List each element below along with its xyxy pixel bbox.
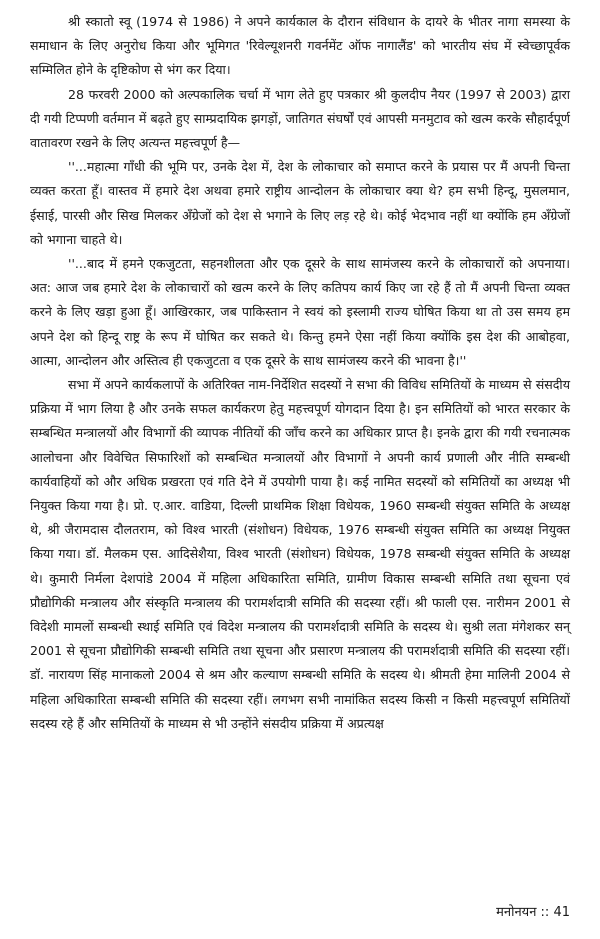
page-footer-running-head: मनोनयन :: 41 (496, 905, 570, 920)
paragraph-committees: सभा में अपने कार्यकलापों के अतिरिक्त नाम-निर्देशित सदस्यों ने सभा की विविध समितियों के माध्यम से संसदीय प्रक्रिया में भाग लिया है और उनके सफल कार्यकरण हेतु महत्त्वपूर्ण योगदान दिया है। इन समितियों को भारत सरकार के सम्बन्धित मन्त्रालयों और विभागों की व्यापक नीतियों की जाँच करने का अधिकार प्राप्त है। इनके द्वारा की गयी रचनात्मक आलोचना और विवेचित सिफारिशों को सम्बन्धित मन्त्रालयों और विभागों ने अपनी कार्य प्रणाली और नीति सम्बन्धी कार्यवाहियों को और अधिक प्रखरता एवं गति देने में उपयोगी पाया है। कई नामित सदस्यों को समितियों का अध्यक्ष भी नियुक्त किया गया है। प्रो. ए.आर. वाडिया, दिल्ली प्राथमिक शिक्षा विधेयक, 1960 सम्बन्धी संयुक्त समिति के अध्यक्ष थे, श्री जैरामदास दौलतराम, को विश्व भारती (संशोधन) विधेयक, 1976 सम्बन्धी संयुक्त समिति का अध्यक्ष नियुक्त किया गया। डॉ. मैलकम एस. आदिसेशैया, विश्व भारती (संशोधन) विधेयक, 1978 सम्बन्धी संयुक्त समिति के अध्यक्ष थे। कुमारी निर्मला देशपांडे 2004 में महिला अधिकारिता समिति, ग्रामीण विकास सम्बन्धी समिति तथा सूचना एवं प्रौद्योगिकी मन्त्रालय और संस्कृति मन्त्रालय की परामर्शदात्री समिति की सदस्या रहीं। श्री फाली एस. नारीमन 2001 से विदेशी मामलों सम्बन्धी स्थाई समिति एवं विदेश मन्त्रालय की परामर्शदात्री समिति के सदस्य थे। सुश्री लता मंगेशकर सन् 2001 से सूचना प्रौद्योगिकी सम्बन्धी समिति तथा सूचना और प्रसारण मन्त्रालय की परामर्शदात्री समिति की सदस्या रहीं। डॉ. नारायण सिंह मानाकलो 2004 से श्रम और कल्याण सम्बन्धी समिति के सदस्य थे। श्रीमती हेमा मालिनी 2004 से महिला अधिकारिता सम्बन्धी समिति की सदस्या रहीं। लगभग सभी नामांकित सदस्य किसी न किसी महत्त्वपूर्ण समितियों सदस्य रहे हैं और समितियों के माध्यम से भी उन्होंने संसदीय प्रक्रिया में अप्रत्यक्ष (30, 377, 570, 731)
quote-paragraph-1: ''...महात्मा गाँधी की भूमि पर, उनके देश में, देश के लोकाचार को समाप्त करने के प्रयास पर मैं अपनी चिन्ता व्यक्त करता हूँ। वास्तव में हमारे देश अथवा हमारे राष्ट्रीय आन्दोलन के लोकाचार क्या थे? हम सभी हिन्दू, मुसलमान, ईसाई, पारसी और सिख मिलकर अँग्रेजों को देश से भगाने के लिए लड़ रहे थे। कोई भेदभाव नहीं था क्योंकि हम अँग्रेजों को भगाना चाहते थे। (30, 159, 570, 247)
paragraph-kuldip-nayar: 28 फरवरी 2000 को अल्पकालिक चर्चा में भाग लेते हुए पत्रकार श्री कुलदीप नैयर (1997 से 2003) द्वारा दी गयी टिप्पणी वर्तमान में बढ़ते हुए साम्प्रदायिक झगड़ों, जातिगत संघर्षों एवं आपसी मनमुटाव को खत्म करके सौहार्दपूर्ण वातावरण रखने के लिए अत्यन्त महत्त्वपूर्ण है— (30, 86, 570, 151)
paragraph-scato-swu: श्री स्कातो स्वू (1974 से 1986) ने अपने कार्यकाल के दौरान संविधान के दायरे के भीतर नागा समस्या के समाधान के लिए अनुरोध किया और भूमिगत 'रिवेल्यूशनरी गवर्नमेंट ऑफ नागालैंड' को भारतीय संघ में स्वेच्छापूर्वक सम्मिलित होने के दृष्टिकोण से भंग कर दिया। (30, 14, 570, 78)
page-body (30, 10, 570, 736)
quote-paragraph-2: ''...बाद में हमने एकजुटता, सहनशीलता और एक दूसरे के साथ सामंजस्य करने के लोकाचारों को अपनाया। अत: आज जब हमारे देश के लोकाचारों को खत्म करने के लिए कतिपय कार्य किए जा रहे हैं तो मैं अपनी चिन्ता व्यक्त करने के लिए खड़ा हुआ हूँ। आखिरकार, जब पाकिस्तान ने स्वयं को इस्लामी राज्य घोषित किया था तो उस समय हम अपने देश को हिन्दू राष्ट्र के रूप में घोषित कर सकते थे। किन्तु हमने ऐसा नहीं किया क्योंकि इस देश की आबोहवा, आत्मा, आन्दोलन और अस्तित्व ही एकजुटता व एक दूसरे के साथ सामंजस्य करने की भावना है।'' (30, 256, 570, 368)
